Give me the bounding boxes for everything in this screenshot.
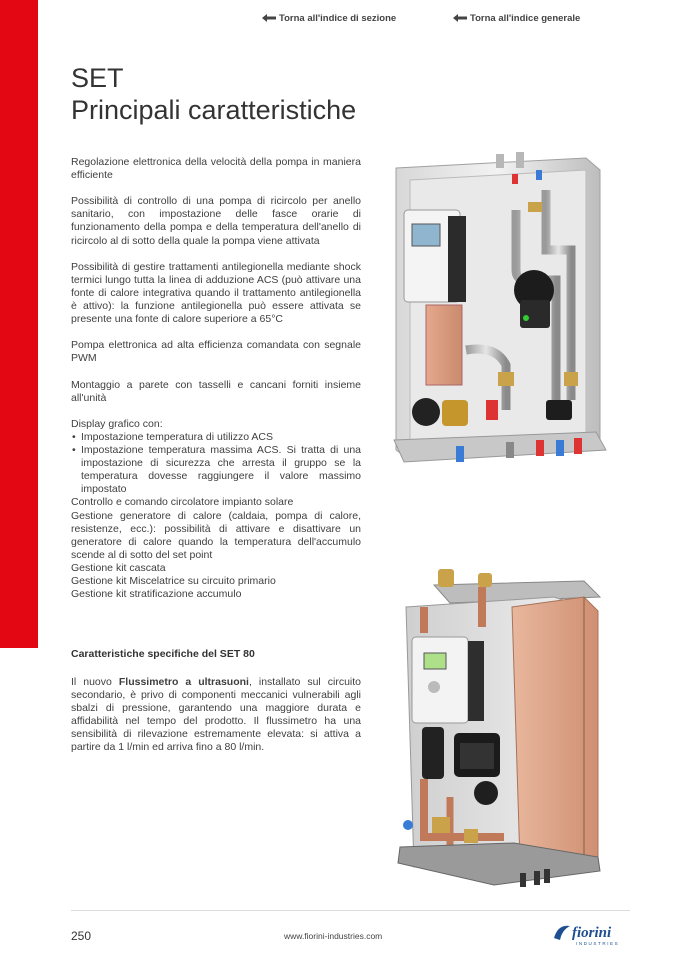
nav-general-index-label: Torna all'indice generale [470,13,581,24]
nav-section-index-label: Torna all'indice di sezione [279,13,397,24]
logo-mark-icon [554,926,570,940]
page-title [71,62,356,126]
display-bullets [71,431,361,496]
specific-rest: , installato sul circuito secondario, è privo di componenti meccanici vulnerabili agli sbalzi di pressione, garantendo una maggiore durata e affidabilità nel tempo del prodotto. Il flussimetro ha una sensibilità di rilevazione estremamente elevata: si attiva a partire da 1 l/min ed arriva fino a 80 l/min. [71,676,361,754]
specific-bold: Flussimetro a ultrasuoni [118,676,249,688]
feature-line: Gestione kit Miscelatrice su circuito primario [71,575,276,587]
feature-line: Gestione generatore di calore (caldaia, pompa di calore, resistenze, ecc.): possibilità di attivare e disattivare un generatore di calore quando la temperatura dell'accumulo scende al di sotto del set point [71,509,361,561]
specific-heading: Caratteristiche specifiche del SET 80 [71,648,255,660]
title-line-2: Principali caratteristiche [71,95,357,125]
features-text [71,156,361,601]
feature-line: Gestione kit stratificazione accumulo [71,588,242,601]
back-arrow-icon [262,14,276,22]
display-intro: Display grafico con: [71,417,163,430]
specific-intro: Il nuovo [71,676,119,688]
title-line-1: SET [71,63,124,93]
footer-url-link[interactable]: www.fiorini-industries.com [284,931,383,941]
feature-line: Controllo e comando circolatore impianto solare [71,496,294,509]
feature-paragraph: Montaggio a parete con tasselli e cancani forniti insieme all'unità [71,378,361,404]
feature-paragraph: Possibilità di controllo di una pompa di ricircolo per anello sanitario, con impostazione delle fasce orarie di funzionamento della pompa e della temperatura dell'anello di ricircolo al di sotto della quale la pompa viene attivata [71,195,361,247]
page-number: 250 [71,929,92,943]
logo-text: fiorini [572,925,612,941]
logo-subtext: INDUSTRIES [576,941,620,946]
product-image-set-open [386,150,608,482]
feature-paragraph: Regolazione elettronica della velocità della pompa in maniera efficiente [71,156,361,182]
feature-paragraph: Pompa elettronica ad alta efficienza comandata con segnale PWM [71,339,361,365]
feature-line: Gestione kit cascata [71,561,166,574]
bullet-item: • Impostazione temperatura massima ACS. Si tratta di una impostazione di sicurezza che arresta il gruppo se la temperatura dovesse raggiungere il valore massimo impostato [71,444,361,496]
back-arrow-icon [453,14,467,22]
feature-paragraph: Possibilità di gestire trattamenti antilegionella mediante shock termici lungo tutta la linea di adduzione ACS (può attivare una fonte di calore integrativa quando il trattamento antilegionella è attivo): la funzione antilegionella può essere attivata se presente una fonte di calore superiore a 65°C [71,260,361,326]
specific-paragraph [71,676,361,755]
fiorini-logo [552,920,632,948]
bullet-item: • Impostazione temperatura di utilizzo ACS [71,431,361,444]
red-side-bar [0,0,38,648]
product-image-set-80 [394,567,602,897]
nav-section-index-link[interactable] [262,13,396,24]
footer-divider [71,910,630,911]
nav-general-index-link[interactable] [453,13,580,24]
